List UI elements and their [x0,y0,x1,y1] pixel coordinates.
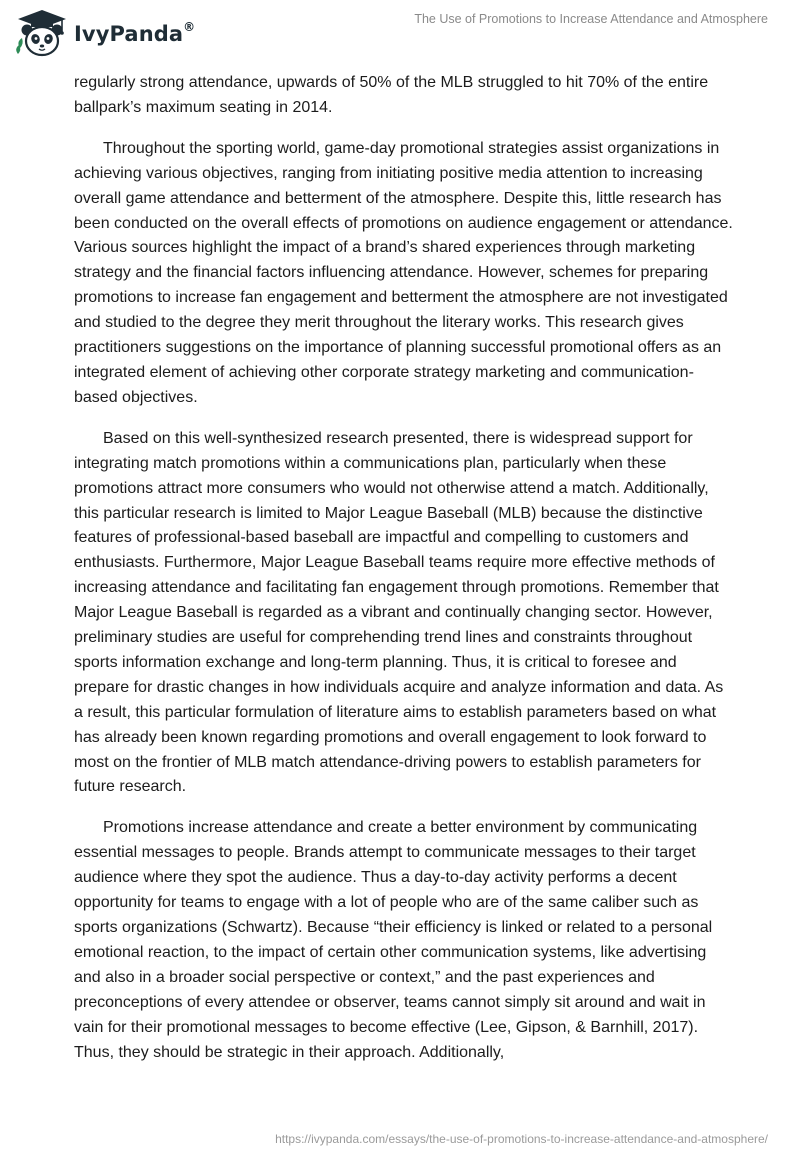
paragraph: Throughout the sporting world, game-day promotional strategies assist organizations in achieving various objectives, ranging from initiating positive media attention to increasing overall game attendance and betterment of the atmosphere. Despite this, little research has been conducted on the overall effects of promotions on audience engagement or attendance. Various sources highlight the impact of a brand’s shared experiences through marketing strategy and the financial factors influencing attendance. However, schemes for preparing promotions to increase fan engagement and betterment the atmosphere are not investigated and studied to the degree they merit throughout the literary works. This research gives practitioners suggestions on the importance of planning successful promotional offers as an integrated element of achieving other corporate strategy marketing and communication-based objectives. [74,139,733,406]
paragraph: Based on this well-synthesized research presented, there is widespread support for integrating match promotions within a communications plan, particularly when these promotions attract more consumers who would not otherwise attend a match. Additionally, this particular research is limited to Major League Baseball (MLB) because the distinctive features of professional-based baseball are impactful and compelling to customers and enthusiasts. Furthermore, Major League Baseball teams require more effective methods of increasing attendance and facilitating fan engagement through promotions. Remember that Major League Baseball is regarded as a vibrant and continually changing sector. However, preliminary studies are useful for comprehending trend lines and constraints throughout sports information exchange and long-term planning. Thus, it is critical to foresee and prepare for drastic changes in how individuals acquire and analyze information and data. As a result, this particular formulation of literature aims to establish parameters based on what has already been known regarding promotions and overall engagement to look forward to most on the frontier of MLB match attendance-driving powers to establish parameters for future research. [74,429,724,796]
brand-name: IvyPanda® [74,20,196,46]
document-title: The Use of Promotions to Increase Attendance and Atmosphere [414,12,768,26]
page-header [0,0,800,70]
source-url[interactable]: https://ivypanda.com/essays/the-use-of-promotions-to-increase-attendance-and-atmosphere/ [275,1132,768,1146]
paragraph: regularly strong attendance, upwards of 50% of the MLB struggled to hit 70% of the entire ballpark’s maximum seating in 2014. [74,74,709,116]
panda-graduate-icon [14,8,70,60]
paragraph: Promotions increase attendance and create a better environment by communicating essential messages to people. Brands attempt to communicate messages to their target audience where they spot the audience. Thus a day-to-day activity performs a decent opportunity for teams to engage with a lot of people who are of the same caliber such as sports organizations (Schwartz). Because “their efficiency is linked or related to a personal emotional reaction, to the impact of certain other communication systems, like advertising and also in a broader social perspective or context,” and the past experiences and preconceptions of every attendee or observer, teams cannot simply sit around and wait in vain for their promotional messages to become effective (Lee, Gipson, & Barnhill, 2017). Thus, they should be strategic in their approach. Additionally, [74,819,713,1061]
essay-body [74,71,734,1081]
ivypanda-logo[interactable] [14,8,195,60]
registered-mark: ® [183,20,196,34]
